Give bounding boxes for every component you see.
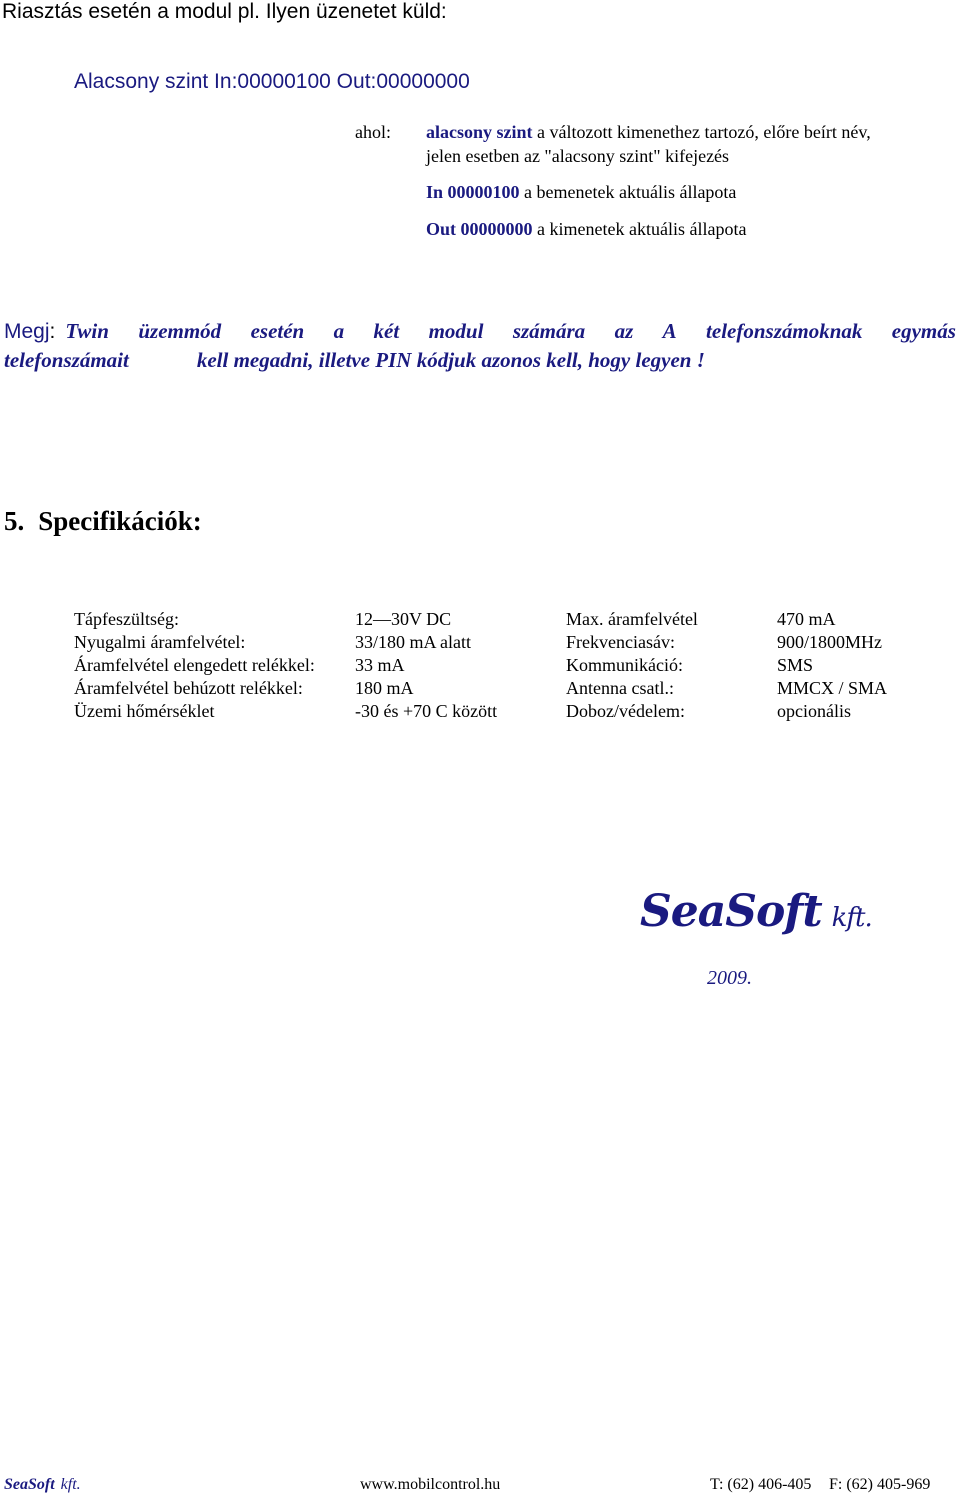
note <box>4 317 956 375</box>
note-word: telefonszámoknak <box>706 319 863 343</box>
note-word: üzemmód <box>138 319 222 343</box>
definition-3 <box>426 219 746 240</box>
spec-value: MMCX / SMA <box>777 678 888 698</box>
note-label: Megj <box>4 320 50 343</box>
definition-1-term: alacsony szint <box>426 122 533 142</box>
year: 2009. <box>707 967 752 989</box>
definition-2 <box>426 182 736 203</box>
note-line-2-b: kell megadni, illetve PIN kódjuk azonos kell, hogy legyen ! <box>196 348 705 372</box>
spec-value: SMS <box>777 655 814 675</box>
spec-value: 180 mA <box>355 678 414 698</box>
footer-brand-name: SeaSoft <box>4 1476 55 1493</box>
note-word: A <box>662 319 677 343</box>
spec-value: 33/180 mA alatt <box>355 632 471 652</box>
spec-value: -30 és +70 C között <box>355 701 498 721</box>
seasoft-logo <box>640 886 872 937</box>
spec-value: 900/1800MHz <box>777 632 882 652</box>
logo-name: SeaSoft <box>640 886 822 937</box>
note-word: a <box>333 319 345 343</box>
definition-1 <box>426 122 871 143</box>
spec-label: Kommunikáció: <box>566 655 683 675</box>
definition-3-term: Out 00000000 <box>426 219 533 239</box>
footer-website[interactable]: www.mobilcontrol.hu <box>360 1476 501 1493</box>
footer-phone: T: (62) 406-405 <box>710 1476 812 1493</box>
note-label-group <box>4 317 109 346</box>
spec-label: Tápfeszültség: <box>74 609 179 629</box>
spec-label: Nyugalmi áramfelvétel: <box>74 632 246 652</box>
spec-value: 33 mA <box>355 655 405 675</box>
note-word: az <box>614 319 634 343</box>
definition-1-text: a változott kimenethez tartozó, előre beírt név, <box>532 122 871 142</box>
spec-label: Áramfelvétel behúzott relékkel: <box>74 678 303 698</box>
note-line-1 <box>4 317 956 346</box>
spec-label: Antenna csatl.: <box>566 678 674 698</box>
note-word: számára <box>512 319 586 343</box>
spec-value: 470 mA <box>777 609 836 629</box>
definition-2-text: a bemenetek aktuális állapota <box>519 182 737 202</box>
spec-value: opcionális <box>777 701 851 721</box>
note-word: Twin <box>65 319 109 343</box>
logo-suffix: kft. <box>831 903 872 933</box>
footer-fax: F: (62) 405-969 <box>829 1476 931 1493</box>
footer-brand-suffix: kft. <box>60 1476 81 1493</box>
note-word: esetén <box>250 319 305 343</box>
note-word: egymás <box>891 319 956 343</box>
spec-label: Doboz/védelem: <box>566 701 685 721</box>
message-example: Alacsony szint In:00000100 Out:00000000 <box>74 70 470 93</box>
note-word: modul <box>428 319 484 343</box>
where-label: ahol: <box>355 122 391 142</box>
section-heading <box>4 506 202 537</box>
definition-1-cont: jelen esetben az "alacsony szint" kifejezés <box>426 146 730 166</box>
spec-label: Áramfelvétel elengedett relékkel: <box>74 655 315 675</box>
spec-value: 12—30V DC <box>355 609 452 629</box>
footer-brand <box>4 1476 81 1494</box>
section-number: 5. <box>4 506 25 536</box>
intro-line: Riasztás esetén a modul pl. Ilyen üzenetet küld: <box>2 0 447 23</box>
spec-label: Max. áramfelvétel <box>566 609 698 629</box>
spec-label: Frekvenciasáv: <box>566 632 675 652</box>
note-line-2-a: telefonszámait <box>4 348 129 372</box>
note-colon: : <box>49 320 56 343</box>
definition-3-text: a kimenetek aktuális állapota <box>532 219 747 239</box>
section-title: Specifikációk: <box>38 506 202 536</box>
note-line-2 <box>4 346 956 375</box>
spec-label: Üzemi hőmérséklet <box>74 701 215 721</box>
definition-2-term: In 00000100 <box>426 182 520 202</box>
note-word: két <box>373 319 400 343</box>
